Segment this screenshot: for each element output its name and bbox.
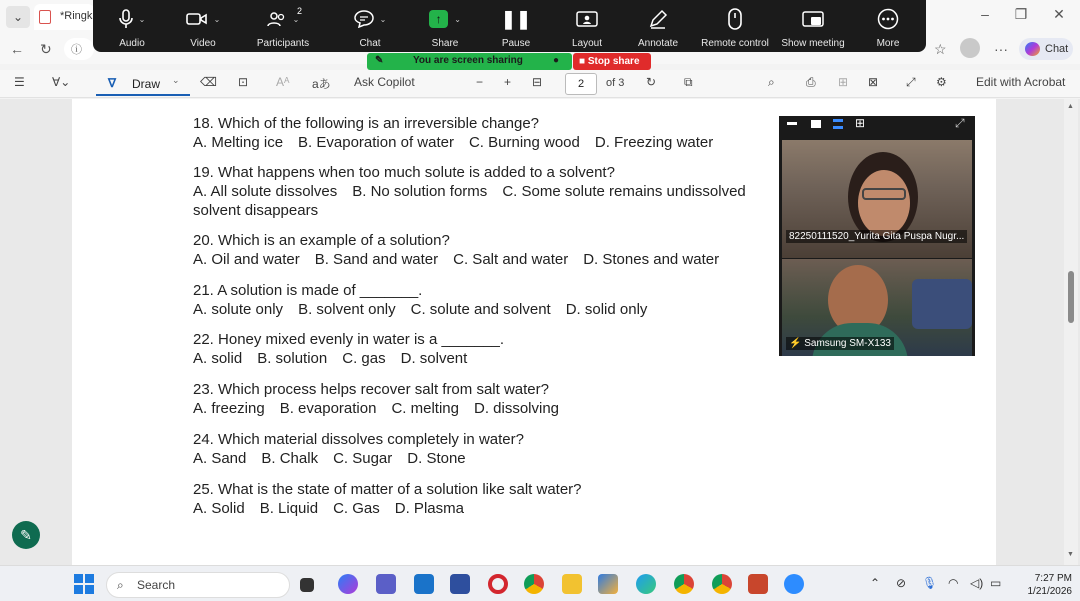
option: C. solute and solvent bbox=[410, 301, 551, 318]
option: D. Plasma bbox=[394, 500, 464, 517]
option: C. Burning wood bbox=[468, 134, 580, 151]
outlook-icon[interactable] bbox=[414, 574, 434, 594]
refresh-icon[interactable]: ↻ bbox=[40, 41, 52, 57]
stop-share-label: Stop share bbox=[587, 56, 640, 67]
option: B. Chalk bbox=[261, 450, 319, 467]
edge-icon[interactable] bbox=[636, 574, 656, 594]
question-options bbox=[193, 349, 504, 368]
single-view-icon[interactable] bbox=[811, 120, 821, 128]
question-options bbox=[193, 449, 524, 468]
glasses-icon bbox=[862, 188, 906, 200]
rotate-icon[interactable]: ↻ bbox=[646, 75, 657, 89]
layout-icon bbox=[576, 11, 598, 27]
copilot-icon bbox=[1025, 42, 1040, 56]
option: A. Oil and water bbox=[193, 251, 300, 268]
draw-icon: ∇ bbox=[108, 76, 117, 90]
tray-expand-icon[interactable]: ⌃ bbox=[870, 576, 881, 590]
more-button[interactable] bbox=[873, 4, 903, 50]
meet-now-icon[interactable]: ⊘ bbox=[896, 576, 907, 590]
clock-time: 7:27 PM bbox=[1034, 573, 1072, 584]
stop-icon: ■ bbox=[579, 56, 586, 67]
sharing-pin-icon[interactable]: ✎ bbox=[375, 55, 384, 66]
edit-with-acrobat-button[interactable]: Edit with Acrobat bbox=[976, 75, 1066, 89]
contents-icon[interactable]: ☰ bbox=[14, 75, 25, 89]
option: B. Evaporation of water bbox=[298, 134, 454, 151]
question-text: 25. What is the state of matter of a solution like salt water? bbox=[193, 481, 582, 498]
participants-label: Participants bbox=[256, 38, 310, 49]
question-19 bbox=[193, 163, 761, 220]
participant-video-1 bbox=[782, 140, 972, 258]
opera-icon[interactable] bbox=[488, 574, 508, 594]
pause-icon: ❚❚ bbox=[500, 8, 532, 29]
option: C. melting bbox=[391, 400, 459, 417]
profile-avatar[interactable] bbox=[960, 38, 980, 58]
browser-tab[interactable] bbox=[34, 4, 94, 30]
participants-count: 2 bbox=[297, 6, 303, 16]
ask-copilot-button[interactable]: Ask Copilot bbox=[354, 75, 415, 89]
save-icon[interactable]: ⊞ bbox=[838, 75, 849, 89]
draw-label: Draw bbox=[132, 77, 161, 91]
option: C. gas bbox=[342, 350, 386, 367]
annotate-button[interactable] bbox=[635, 4, 681, 50]
question-options bbox=[193, 250, 734, 269]
share-label: Share bbox=[431, 38, 459, 49]
pen-icon bbox=[648, 9, 668, 29]
question-text: 24. Which material dissolves completely in water? bbox=[193, 431, 524, 448]
show-meeting-label: Show meeting bbox=[781, 38, 845, 49]
participants-button[interactable]: 2 ⌄ Participants bbox=[251, 4, 315, 50]
video-label: Video bbox=[190, 38, 216, 49]
page-number-input[interactable]: 2 bbox=[565, 73, 597, 95]
question-18 bbox=[193, 114, 728, 152]
option: C. Salt and water bbox=[453, 251, 569, 268]
question-options bbox=[193, 133, 728, 152]
question-text: 22. Honey mixed evenly in water is a _______. bbox=[193, 331, 505, 348]
option: C. Sugar bbox=[333, 450, 393, 467]
minimize-video-icon[interactable] bbox=[787, 122, 797, 125]
option: D. solvent bbox=[400, 350, 468, 367]
search-icon: ⌕ bbox=[117, 578, 124, 592]
option: A. solid bbox=[193, 350, 243, 367]
zoom-app-icon[interactable] bbox=[784, 574, 804, 594]
search-icon[interactable]: ⌕ bbox=[768, 75, 775, 89]
option: A. Melting ice bbox=[193, 134, 284, 151]
participant-name-1: 82250111520_Yurita Gita Puspa Nugr... bbox=[786, 230, 967, 243]
option: B. Liquid bbox=[259, 500, 319, 517]
read-aloud-icon[interactable]: Aᴬ bbox=[276, 75, 290, 89]
window-icon bbox=[802, 11, 824, 27]
pause-label: Pause bbox=[501, 38, 531, 49]
show-meeting-button[interactable] bbox=[779, 4, 847, 50]
pause-button[interactable] bbox=[501, 4, 531, 50]
option: D. dissolving bbox=[473, 400, 560, 417]
windows-start-icon[interactable] bbox=[74, 574, 94, 594]
zoom-in-button[interactable]: + bbox=[504, 75, 512, 89]
store-icon[interactable] bbox=[598, 574, 618, 594]
option: B. solution bbox=[257, 350, 328, 367]
scroll-thumb[interactable] bbox=[1068, 271, 1074, 323]
muted-mic-icon: ⚡ bbox=[789, 338, 802, 349]
option: D. Freezing water bbox=[594, 134, 714, 151]
participant-name-2-text: Samsung SM-X133 bbox=[804, 338, 891, 349]
video-button[interactable]: ⌄ Video bbox=[181, 4, 225, 50]
pdf-icon bbox=[39, 10, 51, 24]
option: D. Stones and water bbox=[583, 251, 720, 268]
option: B. evaporation bbox=[279, 400, 377, 417]
sharing-status-text: You are screen sharing bbox=[413, 55, 523, 66]
expand-icon[interactable]: ⤢ bbox=[906, 75, 916, 89]
favorite-star-icon[interactable]: ☆ bbox=[934, 41, 947, 57]
question-22 bbox=[193, 330, 504, 368]
translate-icon[interactable]: aあ bbox=[312, 77, 331, 91]
share-icon: ↑ bbox=[429, 10, 448, 28]
taskbar-search[interactable] bbox=[106, 572, 290, 598]
draw-dropdown-icon: ⌄ bbox=[172, 75, 180, 85]
question-24 bbox=[193, 430, 524, 468]
annotate-label: Annotate bbox=[637, 38, 679, 49]
option: B. Sand and water bbox=[314, 251, 439, 268]
close-icon[interactable]: ✕ bbox=[1053, 6, 1065, 22]
camera-icon bbox=[186, 12, 208, 26]
fit-page-icon[interactable]: ⊟ bbox=[532, 75, 543, 89]
zoom-meeting-toolbar bbox=[93, 0, 926, 52]
tab-title: *Ringk bbox=[60, 10, 93, 22]
layout-button[interactable] bbox=[569, 4, 605, 50]
file-explorer-icon[interactable] bbox=[562, 574, 582, 594]
question-options bbox=[193, 399, 574, 418]
question-text: 19. What happens when too much solute is added to a solvent? bbox=[193, 164, 615, 181]
search-label: Search bbox=[137, 578, 176, 592]
more-icon bbox=[877, 8, 899, 30]
option: A. Sand bbox=[193, 450, 247, 467]
page-view-icon[interactable]: ⧉ bbox=[684, 75, 693, 89]
vertical-scrollbar[interactable] bbox=[1064, 99, 1078, 565]
chat-label: Chat bbox=[359, 38, 381, 49]
task-view-icon[interactable] bbox=[300, 578, 314, 592]
option: A. Solid bbox=[193, 500, 245, 517]
remote-control-label: Remote control bbox=[701, 38, 769, 49]
browser-more-icon[interactable]: ··· bbox=[994, 41, 1008, 57]
option: D. solid only bbox=[565, 301, 648, 318]
participant-name-2 bbox=[786, 337, 894, 350]
wifi-icon[interactable]: ◠ bbox=[948, 576, 959, 590]
chrome-icon[interactable] bbox=[524, 574, 544, 594]
question-text: 18. Which of the following is an irreversible change? bbox=[193, 115, 540, 132]
option: A. freezing bbox=[193, 400, 265, 417]
app-icon[interactable] bbox=[450, 574, 470, 594]
microphone-icon bbox=[119, 9, 133, 29]
question-25 bbox=[193, 480, 582, 518]
option: C. Gas bbox=[333, 500, 380, 517]
question-options bbox=[193, 499, 582, 518]
clock-date: 1/21/2026 bbox=[1027, 586, 1072, 597]
participant-face bbox=[858, 170, 910, 236]
pdf-toolbar bbox=[0, 70, 1080, 98]
chrome-profile-icon[interactable] bbox=[674, 574, 694, 594]
scroll-up-icon[interactable]: ▲ bbox=[1067, 103, 1074, 110]
draw-button[interactable] bbox=[96, 72, 190, 96]
question-21 bbox=[193, 281, 662, 319]
copilot-chat-button[interactable] bbox=[1019, 38, 1073, 60]
question-text: 23. Which process helps recover salt from salt water? bbox=[193, 381, 549, 398]
option: D. Stone bbox=[407, 450, 466, 467]
remote-control-button[interactable] bbox=[697, 4, 773, 50]
chat-button-label: Chat bbox=[1045, 43, 1069, 55]
restore-icon[interactable]: ❐ bbox=[1014, 6, 1028, 22]
question-text: 21. A solution is made of _______. bbox=[193, 282, 423, 299]
zoom-video-panel[interactable] bbox=[779, 116, 975, 356]
chat-icon bbox=[354, 10, 374, 28]
audio-label: Audio bbox=[119, 38, 145, 49]
question-options bbox=[193, 182, 761, 201]
highlight-icon[interactable]: ∀⌄ bbox=[52, 75, 71, 89]
layout-label: Layout bbox=[571, 38, 603, 49]
participants-icon bbox=[267, 11, 287, 27]
copilot-icon[interactable] bbox=[338, 574, 358, 594]
share-button[interactable]: ↑ ⌄ Share bbox=[429, 4, 461, 50]
option: C. Some solute remains undissolved bbox=[502, 183, 746, 200]
zoom-out-button[interactable]: − bbox=[476, 75, 484, 89]
print-icon[interactable]: ⎙ bbox=[806, 75, 816, 89]
option-continuation: solvent disappears bbox=[193, 202, 319, 219]
expand-video-icon[interactable]: ⤢ bbox=[955, 116, 965, 130]
text-box-icon[interactable]: ⊡ bbox=[238, 75, 249, 89]
question-20 bbox=[193, 231, 734, 269]
question-text: 20. Which is an example of a solution? bbox=[193, 232, 450, 249]
question-23 bbox=[193, 380, 574, 418]
address-bar[interactable] bbox=[64, 38, 94, 60]
shield-icon: ● bbox=[553, 55, 560, 66]
system-clock[interactable] bbox=[1012, 572, 1072, 598]
more-label: More bbox=[876, 38, 900, 49]
option: A. solute only bbox=[193, 301, 284, 318]
annotation-pen-icon[interactable]: ✎ bbox=[12, 521, 40, 549]
scroll-down-icon[interactable]: ▼ bbox=[1067, 551, 1074, 558]
option: B. solvent only bbox=[298, 301, 396, 318]
screen-sharing-indicator bbox=[367, 53, 572, 70]
stack-view-icon[interactable] bbox=[833, 119, 843, 129]
option: A. All solute dissolves bbox=[193, 183, 338, 200]
teams-icon[interactable] bbox=[376, 574, 396, 594]
audio-button[interactable]: ⌄ Audio bbox=[111, 4, 153, 50]
stop-share-button[interactable] bbox=[573, 53, 651, 70]
windows-taskbar bbox=[0, 565, 1080, 601]
page-total: of 3 bbox=[606, 77, 625, 89]
chat-button[interactable]: ⌄ Chat bbox=[351, 4, 389, 50]
question-options bbox=[193, 300, 662, 319]
tab-list-chevron-icon[interactable]: ⌄ bbox=[6, 6, 30, 28]
background-pillow bbox=[912, 279, 972, 329]
back-icon[interactable]: ← bbox=[10, 41, 24, 57]
chrome-profile-2-icon[interactable] bbox=[712, 574, 732, 594]
info-icon: ⓘ bbox=[71, 44, 82, 56]
grid-view-icon[interactable]: ⊞ bbox=[855, 116, 866, 130]
participant-video-2 bbox=[782, 259, 972, 356]
mouse-icon bbox=[727, 8, 743, 30]
microphone-tray-icon[interactable]: 🎙 bbox=[922, 576, 938, 590]
erase-icon[interactable]: ⌫ bbox=[200, 75, 217, 89]
volume-icon[interactable]: ◁) bbox=[970, 576, 984, 590]
powerpoint-icon[interactable] bbox=[748, 574, 768, 594]
settings-gear-icon[interactable]: ⚙ bbox=[936, 75, 947, 89]
save-as-icon[interactable]: ⊠ bbox=[868, 75, 879, 89]
option: B. No solution forms bbox=[352, 183, 488, 200]
minimize-icon[interactable]: – bbox=[981, 6, 989, 22]
video-panel-controls bbox=[779, 116, 975, 140]
battery-icon[interactable]: ▭ bbox=[990, 576, 1002, 590]
